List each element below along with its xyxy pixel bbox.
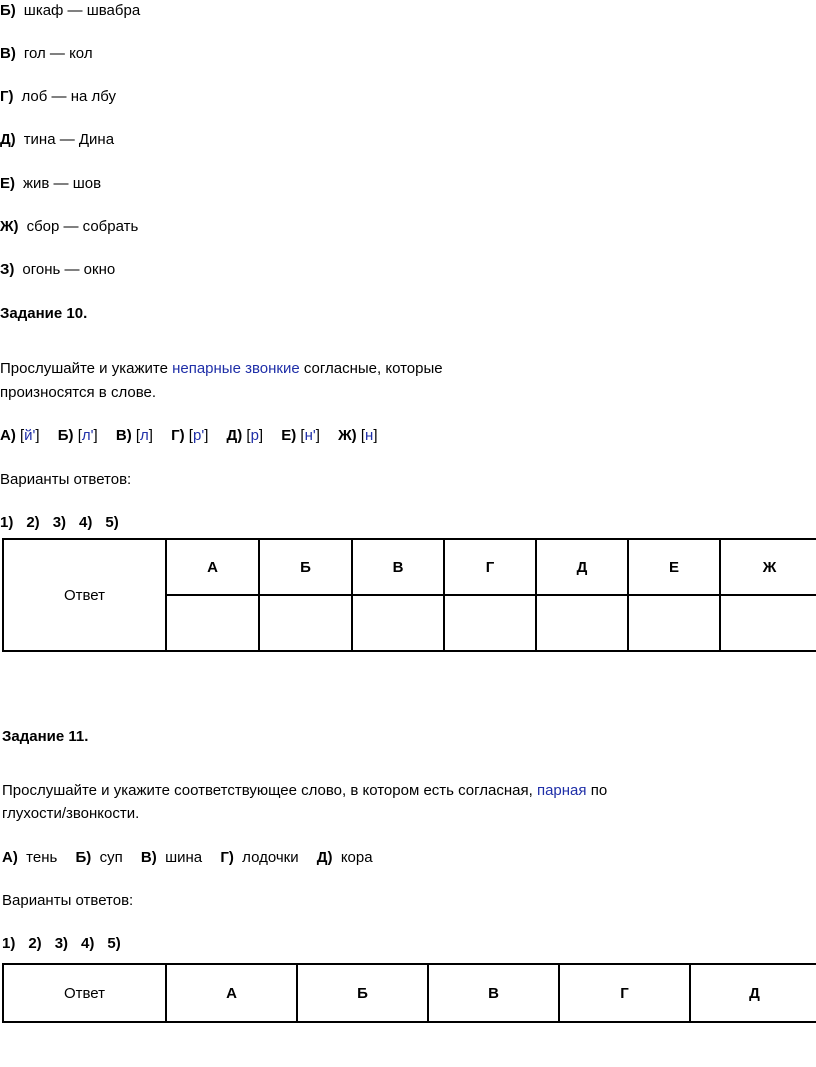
- option-label: В): [140, 849, 157, 866]
- column-header: Б: [259, 539, 352, 595]
- task10-variants-label: Варианты ответов:: [0, 471, 132, 488]
- column-header: Д: [536, 539, 628, 595]
- pair-line: [0, 45, 93, 62]
- option-word: шина: [165, 849, 203, 866]
- task11-title: Задание 11.: [2, 728, 89, 745]
- variant-number: 3): [52, 514, 67, 531]
- answer-cell[interactable]: [628, 595, 720, 651]
- pair-label: Б): [0, 2, 16, 19]
- task11-option: [141, 849, 202, 866]
- pair-label: Д): [0, 131, 16, 148]
- option-label: В): [115, 427, 132, 444]
- column-header: Г: [444, 539, 536, 595]
- option-label: Е): [281, 427, 297, 444]
- pair-text: гол — кол: [23, 45, 93, 62]
- column-header: А: [166, 964, 297, 1022]
- option-label: Д): [316, 849, 333, 866]
- pair-label: В): [0, 45, 16, 62]
- column-header: Б: [297, 964, 428, 1022]
- answer-cell[interactable]: [720, 595, 816, 651]
- pair-text: лоб — на лбу: [21, 88, 116, 105]
- option-label: Г): [171, 427, 185, 444]
- pair-line: [0, 218, 138, 235]
- pair-line: [0, 131, 114, 148]
- answer-label: Ответ: [3, 539, 166, 651]
- pair-line: [0, 88, 116, 105]
- option-word: тень: [26, 849, 58, 866]
- task10-title: Задание 10.: [0, 305, 88, 322]
- pair-line: [0, 2, 140, 19]
- pair-label: Ж): [0, 218, 19, 235]
- task10-option: Б) [л']: [57, 427, 98, 444]
- answer-cell[interactable]: [166, 595, 259, 651]
- task10-option: Д) [р]: [226, 427, 264, 444]
- task10-option: Е) [н']: [281, 427, 320, 444]
- option-sound: л': [81, 427, 94, 444]
- task10-instruction: [0, 360, 443, 377]
- variant-number: 5): [105, 514, 119, 531]
- option-sound: р': [192, 427, 205, 444]
- task11-options: [2, 849, 373, 866]
- variant-number: 4): [81, 935, 95, 952]
- task10-option: Г) [р']: [171, 427, 209, 444]
- option-label: А): [2, 849, 18, 866]
- option-label: Б): [57, 427, 74, 444]
- option-word: лодочки: [242, 849, 299, 866]
- pair-text: сбор — собрать: [26, 218, 139, 235]
- column-header: А: [166, 539, 259, 595]
- variant-number: 3): [54, 935, 69, 952]
- variant-number: 4): [79, 514, 93, 531]
- task11-option: [317, 849, 373, 866]
- task11-instr-post: по: [586, 782, 608, 799]
- pair-text: тина — Дина: [23, 131, 115, 148]
- task10-option: Ж) [н]: [338, 427, 378, 444]
- task10-option: А) [й']: [0, 427, 40, 444]
- pair-line: [0, 261, 115, 278]
- option-label: Ж): [338, 427, 357, 444]
- variant-number: 5): [107, 935, 121, 952]
- answer-cell[interactable]: [536, 595, 628, 651]
- pair-text: жив — шов: [23, 175, 102, 192]
- option-sound: н': [304, 427, 316, 444]
- column-header: Е: [628, 539, 720, 595]
- option-sound: й': [24, 427, 36, 444]
- task10-instr-pre: Прослушайте и укажите: [0, 360, 173, 377]
- task11-instr-highlight: парная: [536, 782, 587, 799]
- task11-option: [220, 849, 298, 866]
- answer-cell[interactable]: [259, 595, 352, 651]
- answer-cell[interactable]: [444, 595, 536, 651]
- variant-number: 2): [28, 935, 42, 952]
- variant-number: 2): [26, 514, 40, 531]
- task10-options: [0, 427, 377, 444]
- task11-instruction: [2, 782, 607, 799]
- answer-label: Ответ: [3, 964, 166, 1022]
- pair-text: шкаф — швабра: [23, 2, 141, 19]
- pair-label: З): [0, 261, 15, 278]
- option-label: Д): [226, 427, 243, 444]
- task10-option: В) [л]: [115, 427, 153, 444]
- task11-instruction-line2: глухости/звонкости.: [2, 805, 140, 822]
- option-sound: н: [365, 427, 374, 444]
- task11-variants-label: Варианты ответов:: [2, 892, 134, 909]
- pair-line: [0, 175, 101, 192]
- option-word: кора: [340, 849, 373, 866]
- task10-instr-highlight: непарные звонкие: [172, 360, 300, 377]
- column-header: В: [352, 539, 444, 595]
- task11-instr-pre: Прослушайте и укажите соответствующее слово, в котором есть согласная,: [2, 782, 537, 799]
- column-header: Г: [559, 964, 690, 1022]
- pair-text: огонь — окно: [22, 261, 116, 278]
- column-header: Ж: [720, 539, 816, 595]
- task10-variants: [0, 514, 119, 531]
- task11-option: [76, 849, 123, 866]
- task11-variants: [2, 935, 121, 952]
- task10-answer-table: [2, 538, 816, 652]
- task11-option: [2, 849, 57, 866]
- option-sound: л: [140, 427, 149, 444]
- variant-number: 1): [2, 935, 16, 952]
- column-header: В: [428, 964, 559, 1022]
- task10-instruction-line2: произносятся в слове.: [0, 384, 157, 401]
- option-sound: р: [250, 427, 259, 444]
- pair-label: Г): [0, 88, 14, 105]
- option-label: Б): [75, 849, 92, 866]
- task10-instr-post: согласные, которые: [299, 360, 443, 377]
- variant-number: 1): [0, 514, 14, 531]
- option-label: А): [0, 427, 16, 444]
- pair-label: Е): [0, 175, 15, 192]
- option-word: суп: [99, 849, 123, 866]
- column-header: Д: [690, 964, 816, 1022]
- answer-cell[interactable]: [352, 595, 444, 651]
- option-label: Г): [220, 849, 234, 866]
- task11-answer-table: [2, 963, 816, 1023]
